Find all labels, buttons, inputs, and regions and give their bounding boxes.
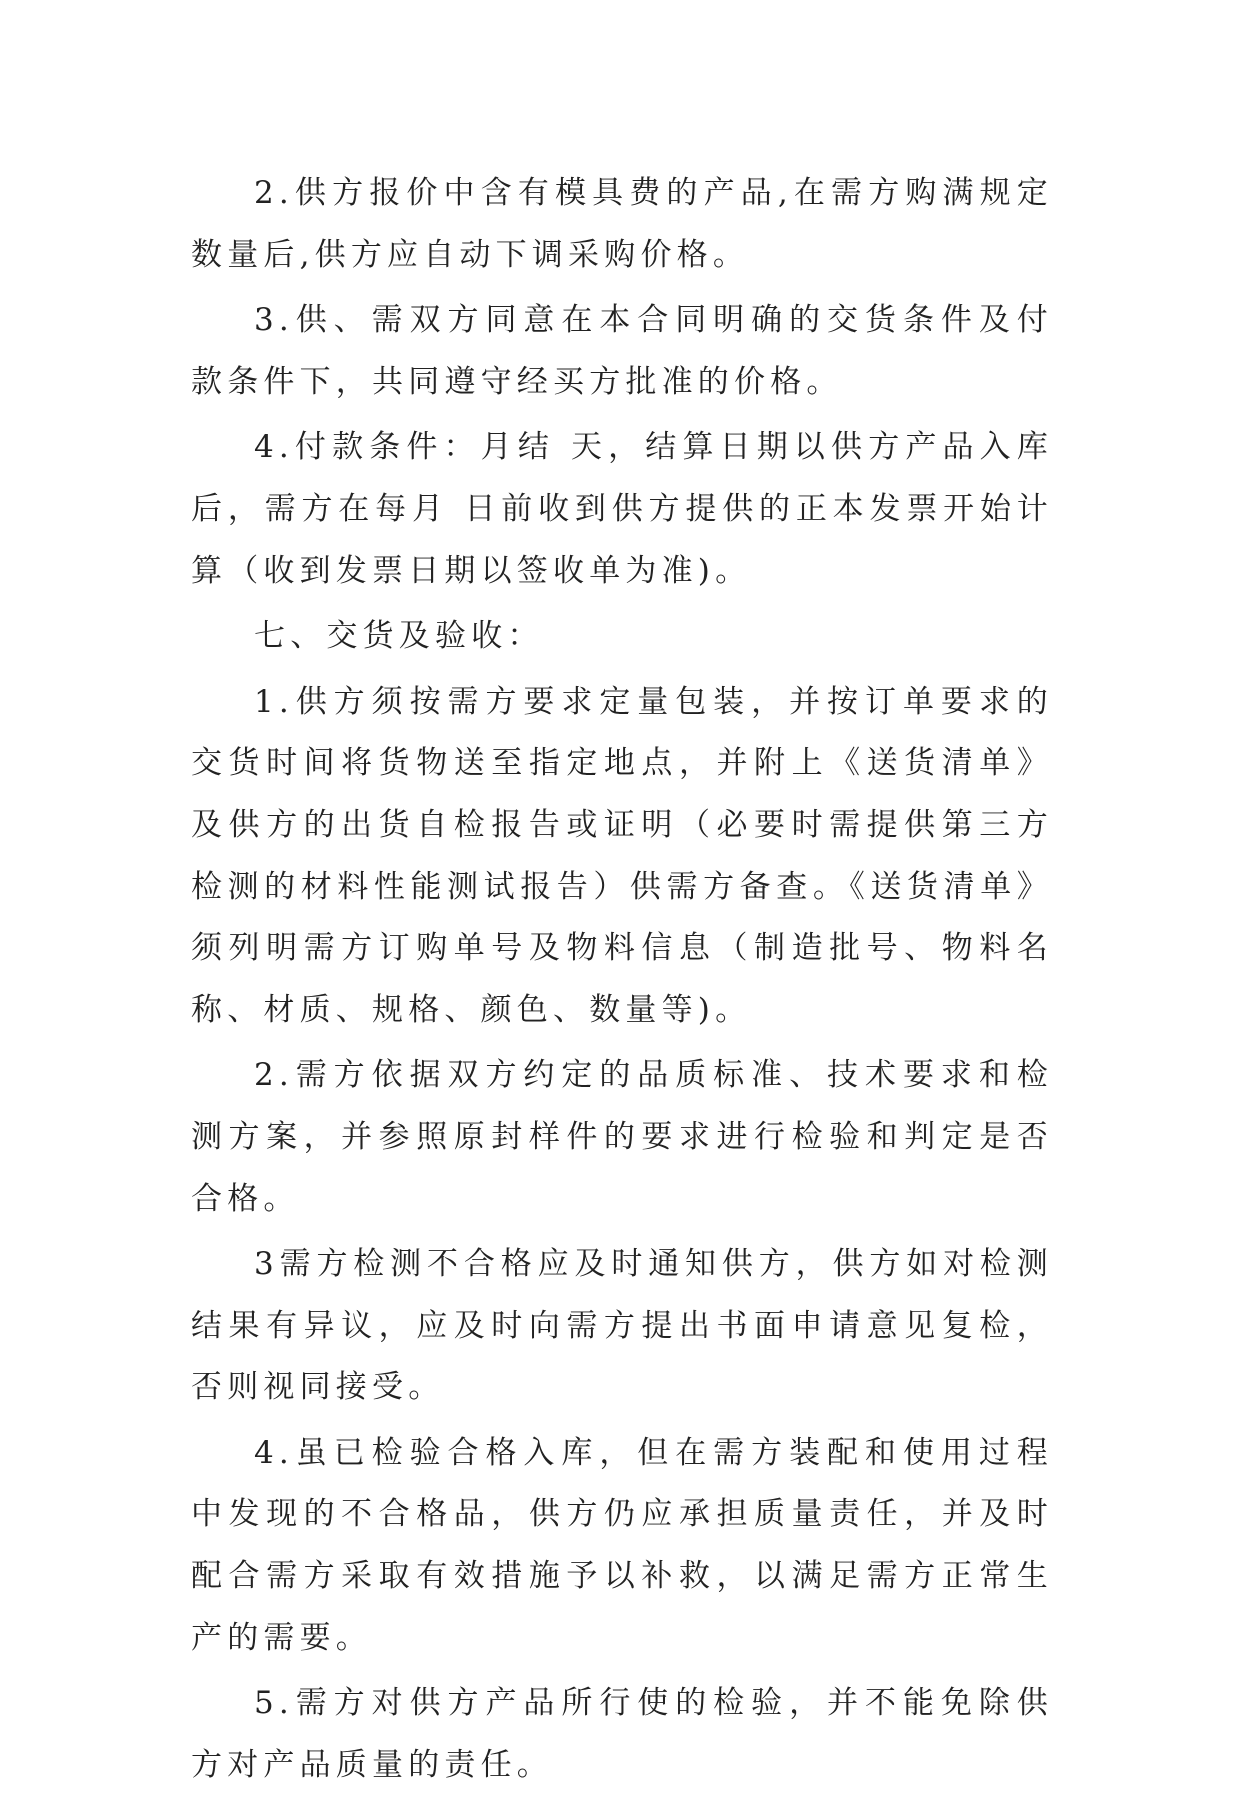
paragraph-quality-liability: 4.虽已检验合格入库，但在需方装配和使用过程中发现的不合格品，供方仍应承担质量责任，并及时配合需方采取有效措施予以补救，以满足需方正常生产的需要。 <box>191 1434 1053 1656</box>
paragraph-nonconformity-notice: 3需方检测不合格应及时通知供方，供方如对检测结果有异议，应及时向需方提出书面申请意见复检，否则视同接受。 <box>191 1246 1053 1406</box>
document-body <box>191 163 1053 1800</box>
paragraph-payment-terms: 4.付款条件：月结 天，结算日期以供方产品入库后，需方在每月 日前收到供方提供的正本发票开始计算（收到发票日期以签收单为准)。 <box>191 429 1053 589</box>
paragraph-inspection-exemption: 5.需方对供方产品所行使的检验，并不能免除供方对产品质量的责任。 <box>191 1685 1053 1783</box>
paragraph-price-adjustment: 2.供方报价中含有模具费的产品,在需方购满规定数量后,供方应自动下调采购价格。 <box>191 175 1053 273</box>
paragraph-inspection-standard: 2.需方依据双方约定的品质标准、技术要求和检测方案，并参照原封样件的要求进行检验和判定是否合格。 <box>191 1057 1053 1217</box>
paragraph-packaging-delivery: 1.供方须按需方要求定量包装，并按订单要求的交货时间将货物送至指定地点，并附上《送货清单》及供方的出货自检报告或证明（必要时需提供第三方检测的材料性能测试报告）供需方备查。《送货清单》须列明需方订购单号及物料信息（制造批号、物料名称、材质、规格、颜色、数量等)。 <box>191 683 1053 1028</box>
paragraph-price-agreement: 3.供、需双方同意在本合同明确的交货条件及付款条件下，共同遵守经买方批准的价格。 <box>191 302 1053 400</box>
section-heading-delivery-acceptance: 七、交货及验收： <box>254 618 544 655</box>
